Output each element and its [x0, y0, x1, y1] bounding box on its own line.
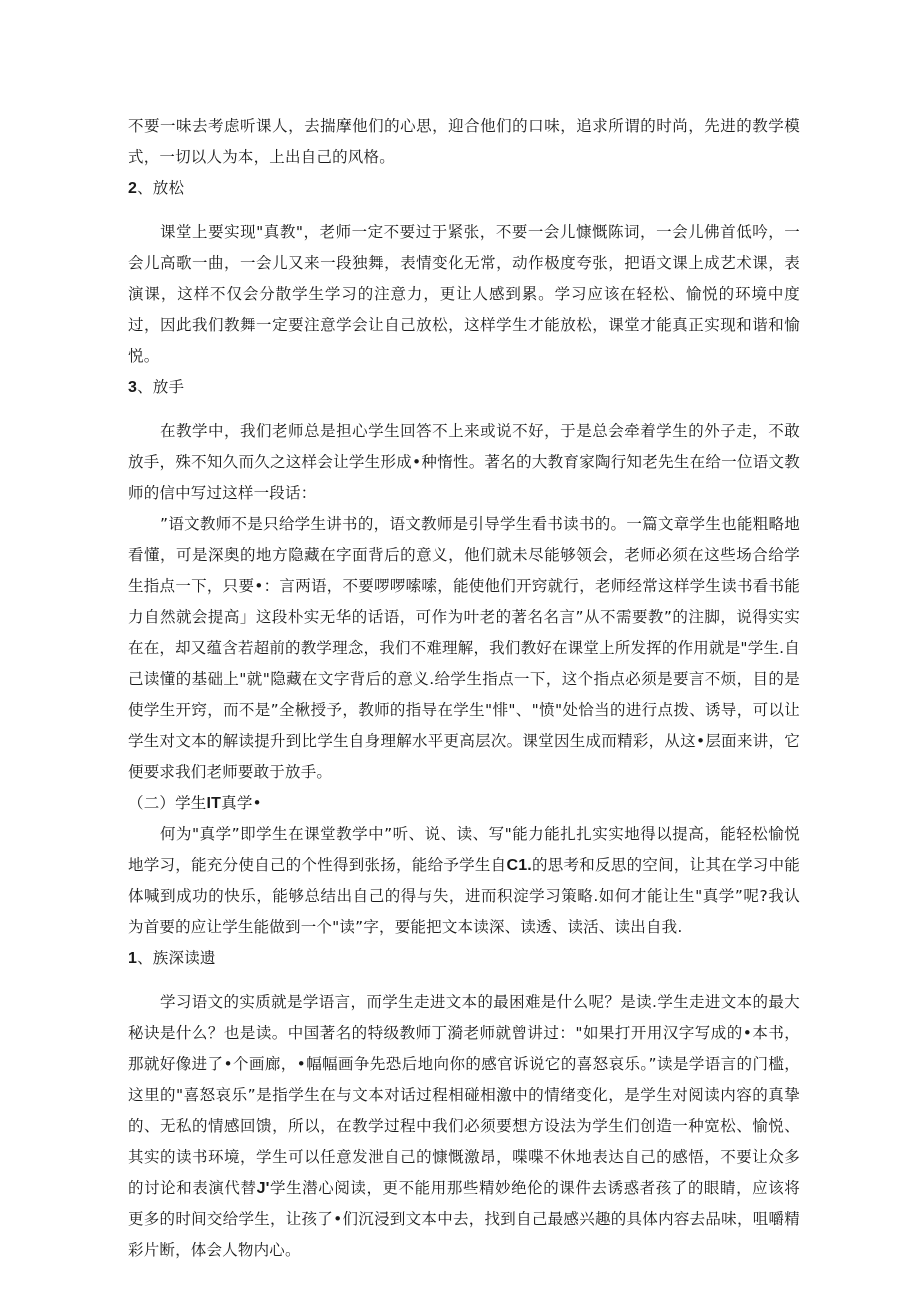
- section-heading-letgo: [128, 372, 800, 403]
- learn-paragraph: [128, 819, 800, 943]
- deepread-paragraph: [128, 987, 800, 1266]
- heading-number: 3: [128, 379, 138, 396]
- heading-number: 1: [128, 950, 138, 967]
- heading-number: 2: [128, 180, 138, 197]
- bold-fragment: J': [256, 1180, 270, 1197]
- section-heading-learn: [128, 788, 800, 819]
- heading-text: 、放松: [137, 179, 185, 197]
- heading-text: 、族深读遗: [137, 949, 216, 967]
- paragraph-text: 的思考和反思的空间，让其在学习中能体喊到成功的快乐，能够总结出自己的得与失，进而积淀学习策略.如何才能让生"真学”呢?我认为首要的应让学生能做到一个"读”字，要能把文本读深、读透、读活、读出自我.: [128, 856, 800, 936]
- heading-text: 真学•: [221, 794, 262, 812]
- heading-bold-fragment: IT: [206, 795, 222, 812]
- heading-text: 、放手: [137, 378, 185, 396]
- paragraph-text: 学生潜心阅读，更不能用那些精妙绝伦的课件去诱惑者孩了的眼睛，应该将更多的时间交给学生，让孩了•们沉浸到文本中去，找到自己最感兴趣的具体内容去品味，咀嚼精彩片断，体会人物内心。: [128, 1179, 800, 1259]
- document-body: [128, 111, 800, 1266]
- section-heading-deepread: [128, 943, 800, 974]
- bold-fragment: C1.: [506, 857, 532, 874]
- section-heading-relax: [128, 173, 800, 204]
- paragraph-text: 何为"真学”即学生在课堂教学中”听、说、读、写"能力能扎扎实实地得以提高，能轻松愉悦地学习，能充分使自己的个性得到张扬，能给予学生自: [128, 825, 800, 874]
- letgo-paragraph-1: 在教学中，我们老师总是担心学生回答不上来或说不好，于是总会牵着学生的外子走，不敢放手，殊不知久而久之这样会让学生形成•种惰性。著名的大教育家陶行知老先生在给一位语文教师的信中写过这样一段话：: [128, 422, 800, 502]
- paragraph-text: 学习语文的实质就是学语言，而学生走进文本的最困难是什么呢？是读.学生走进文本的最大秘诀是什么？也是读。中国著名的特级教师丁漪老师就曾讲过："如果打开用汉字写成的•本书，那就好像进了•个画廊，•幅幅画争先恐后地向你的感官诉说它的喜怒哀乐。”读是学语言的门槛，这里的"喜怒哀乐”是指学生在与文本对话过程相碰相激中的情绪变化，是学生对阅读内容的真挚的、无私的情感回馈，所以，在教学过程中我们必须要想方设法为学生们创造一种宽松、愉悦、其实的读书环境，学生可以任意发泄自己的慷慨激昂，喋喋不休地表达自己的感悟，不要让众多的讨论和表演代替: [128, 993, 800, 1197]
- letgo-quote-paragraph: ”语文教师不是只给学生讲书的，语文教师是引导学生看书读书的。一篇文章学生也能粗略地看懂，可是深奥的地方隐藏在字面背后的意义，他们就未尽能够领会，老师必须在这些场合给学生指点一下，只要•：言两语，不要啰啰嗦嗦，能使他们开窍就行，老师经常这样学生读书看书能力自然就会提高」这段朴实无华的话语，可作为叶老的著名名言”从不需要教”的注脚，说得实实在在，却又蕴含若超前的教学理念，我们不难理解，我们教好在课堂上所发挥的作用就是"学生.自己读懂的基础上"就"隐藏在文字背后的意义.给学生指点一下，这个指点必须是要言不烦，目的是使学生开窍，而不是”全楸授予，教师的指导在学生"悱"、"愤"处恰当的进行点拨、诱导，可以让学生对文本的解读提升到比学生自身理解水平更高层次。课堂因生成而精彩，从这•层面来讲，它便要求我们老师要敢于放手。: [128, 515, 800, 781]
- heading-text: （二）学生: [128, 794, 207, 812]
- intro-paragraph: 不要一味去考虑听课人，去揣摩他们的心思，迎合他们的口味，追求所谓的时尚，先进的教学模式，一切以人为本，上出自己的风格。: [128, 117, 800, 166]
- relax-paragraph: 课堂上要实现"真教"，老师一定不要过于紧张，不要一会儿慷慨陈词，一会儿佛首低吟，一会儿高歌一曲，一会儿又来一段独舞，表情变化无常，动作极度夸张，把语文课上成艺术课，表演课，这样不仅会分散学生学习的注意力，更让人感到累。学习应该在轻松、愉悦的环境中度过，因此我们教舞一定要注意学会让自己放松，这样学生才能放松，课堂才能真正实现和谐和愉悦。: [128, 223, 800, 365]
